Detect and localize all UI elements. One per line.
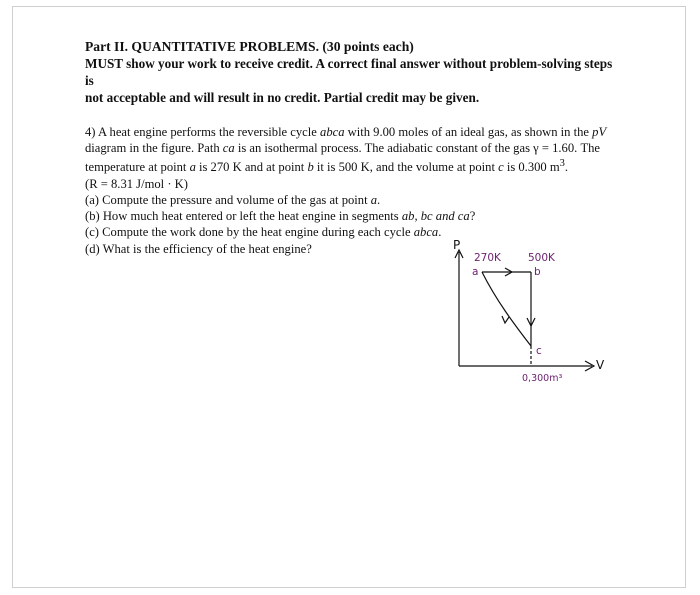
gas-constant: (R = 8.31 J/mol · K) bbox=[85, 176, 188, 191]
problem-line-1: 4) A heat engine performs the reversible cycle abca with 9.00 moles of an ideal gas, as shown in the pV bbox=[85, 125, 607, 139]
temp-b-label: 500K bbox=[528, 252, 555, 264]
problem-4 bbox=[85, 124, 615, 257]
path-ca-arrow-icon bbox=[502, 316, 509, 323]
question-a: (a) Compute the pressure and volume of the gas at point a. bbox=[85, 193, 381, 207]
point-b-label: b bbox=[534, 266, 541, 278]
question-b: (b) How much heat entered or left the heat engine in segments ab, bc and ca? bbox=[85, 209, 476, 224]
point-c-label: c bbox=[536, 345, 542, 357]
problem-line-3: temperature at point a is 270 K and at point b it is 500 K, and the volume at point c is 0.300 $m^3$. bbox=[85, 158, 569, 175]
problem-number: 4) bbox=[85, 125, 96, 139]
instructions-line-1: MUST show your work to receive credit. A correct final answer without problem-solving steps is bbox=[85, 56, 613, 88]
point-a-label: a bbox=[472, 266, 479, 278]
instructions-line-2: not acceptable and will result in no credit. Partial credit may be given. bbox=[85, 90, 480, 105]
pv-diagram bbox=[442, 238, 622, 398]
temp-a-label: 270K bbox=[474, 252, 501, 264]
path-ca bbox=[482, 272, 531, 346]
question-d: (d) What is the efficiency of the heat engine? bbox=[85, 241, 312, 256]
document-content bbox=[85, 38, 615, 257]
v-axis-label: V bbox=[596, 358, 605, 372]
question-c: (c) Compute the work done by the heat engine during each cycle abca. bbox=[85, 225, 442, 240]
problem-line-2: diagram in the figure. Path ca is an isothermal process. The adiabatic constant of the gas γ = 1.60. The bbox=[85, 141, 601, 156]
volume-c-label: 0,300m³ bbox=[522, 373, 563, 384]
section-title: Part II. QUANTITATIVE PROBLEMS. (30 points each) bbox=[85, 39, 414, 54]
p-axis-label: P bbox=[453, 238, 461, 252]
